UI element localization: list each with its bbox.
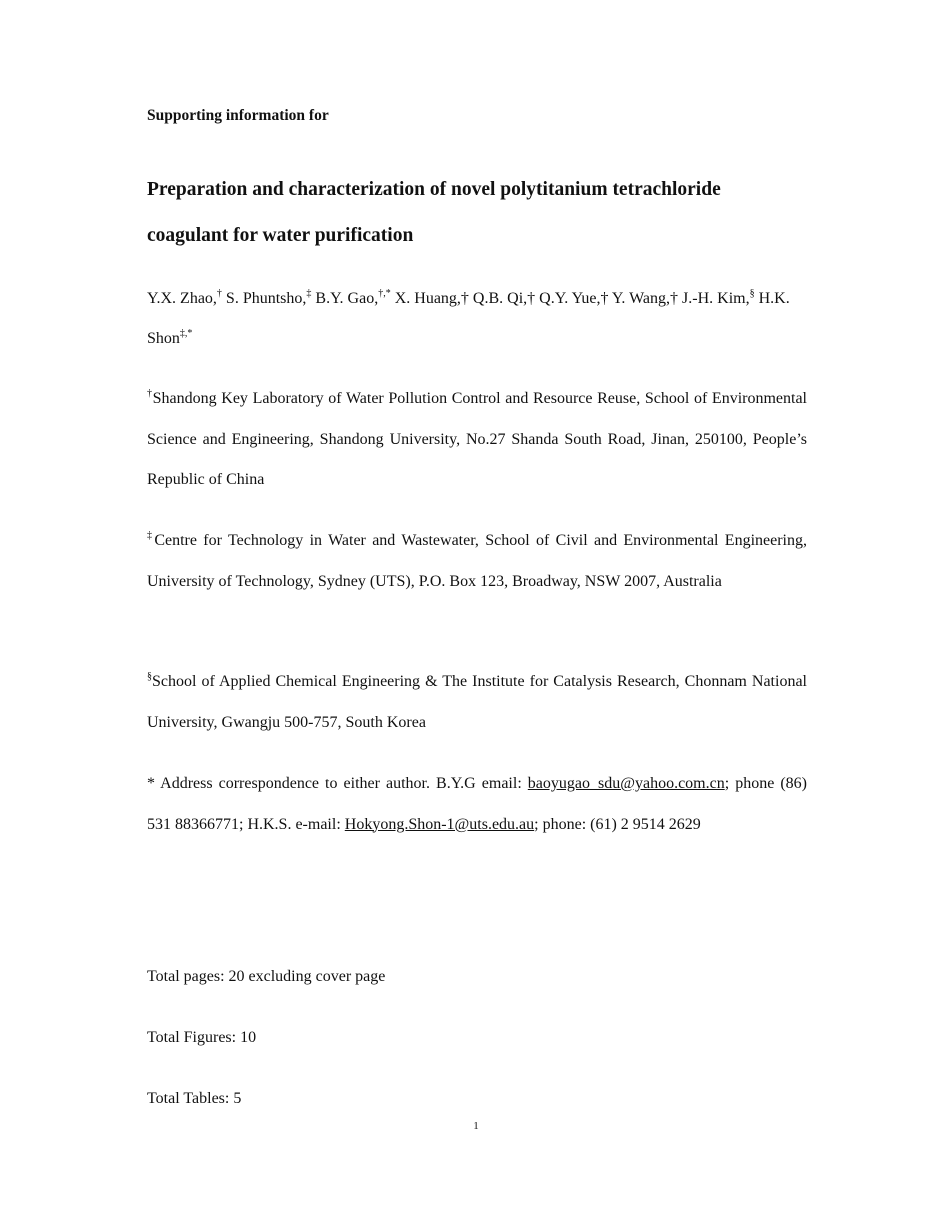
affiliation-mark: ‡ bbox=[147, 529, 155, 541]
affiliation-mark: † bbox=[147, 387, 153, 399]
title-line-2: coagulant for water purification bbox=[147, 225, 414, 246]
page-number: 1 bbox=[473, 1120, 479, 1132]
paper-title bbox=[147, 167, 807, 259]
author-name: Y.X. Zhao, bbox=[147, 290, 217, 307]
affiliation-chonnam bbox=[147, 662, 807, 743]
author-name: S. Phuntsho, bbox=[221, 290, 307, 307]
author-name: B.Y. Gao, bbox=[311, 290, 379, 307]
author-mark: ‡,* bbox=[179, 327, 193, 339]
author-list bbox=[147, 279, 807, 359]
supporting-info-kicker: Supporting information for bbox=[147, 107, 329, 124]
affiliation-text: Shandong Key Laboratory of Water Pollution Control and Resource Reuse, School of Environmental Science and Engineering, Shandong University, No.27 Shanda South Road, Jinan, 250100, People’s Republic of China bbox=[147, 390, 808, 488]
affiliation-uts bbox=[147, 521, 807, 602]
author-mark: ‡ bbox=[306, 287, 312, 299]
affiliation-text: School of Applied Chemical Engineering & The Institute for Catalysis Research, Chonnam National University, Gwangju 500-757, South Korea bbox=[147, 673, 807, 731]
email-link-gao[interactable]: baoyugao_sdu@yahoo.com.cn bbox=[527, 775, 725, 792]
total-tables: Total Tables: 5 bbox=[147, 1090, 242, 1107]
author-mark: † bbox=[216, 287, 222, 299]
correspondence-mid: ; phone (86) 531 88366771; H.K.S. e-mail: bbox=[147, 775, 807, 833]
author-mark: †,* bbox=[378, 287, 391, 299]
title-line-1: Preparation and characterization of novel polytitanium tetrachloride bbox=[147, 179, 721, 200]
correspondence-suffix: ; phone: (61) 2 9514 2629 bbox=[534, 815, 701, 833]
author-name: H.K. Shon bbox=[147, 290, 790, 347]
author-mark: § bbox=[749, 287, 755, 299]
affiliation-mark: § bbox=[147, 670, 152, 682]
email-link-shon[interactable]: Hokyong.Shon-1@uts.edu.au bbox=[344, 815, 535, 833]
total-figures: Total Figures: 10 bbox=[147, 1029, 257, 1046]
author-name: X. Huang,† Q.B. Qi,† Q.Y. Yue,† Y. Wang,† J.-H. Kim, bbox=[390, 290, 750, 307]
affiliation-shandong bbox=[147, 379, 807, 501]
total-pages: Total pages: 20 excluding cover page bbox=[147, 968, 386, 985]
affiliation-text: Centre for Technology in Water and Wastewater, School of Civil and Environmental Engineering, University of Technology, Sydney (UTS), P.O. Box 123, Broadway, NSW 2007, Australia bbox=[147, 532, 808, 590]
correspondence-prefix: * Address correspondence to either author. B.Y.G email: bbox=[147, 775, 528, 792]
correspondence-note bbox=[147, 764, 807, 845]
